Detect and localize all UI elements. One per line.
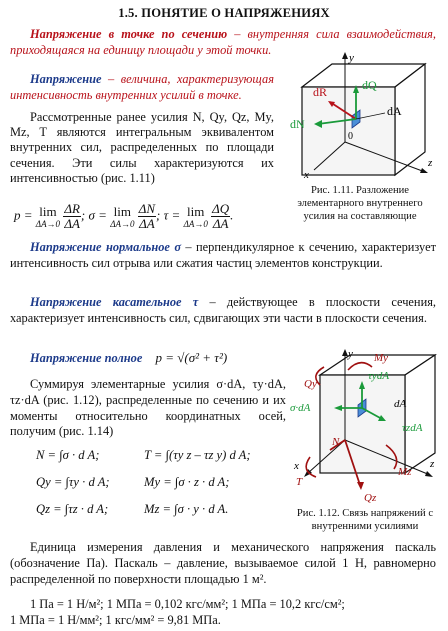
definition-stress — [10, 72, 274, 104]
label-x: x — [304, 169, 309, 181]
definition-text: – величина, характеризующая интенсивность внутренних усилий в точке. — [10, 72, 274, 102]
figure-1-11-caption: Рис. 1.11. Разложение элементарного внутреннего усилия на составляющие — [297, 185, 423, 222]
label-y: y — [349, 52, 354, 64]
equation-My: My = ∫σ · z · d A; — [144, 475, 230, 489]
formula-intensity: p = lim ΔA→0 $\frac{\Delta R}{\Delta A}$ ; σ = lim ΔA→0 $\frac{\Delta N}{\Delta A}$ ; τ = lim ΔA→0 $\frac{\Delta Q}{\Delta A}$ . — [14, 201, 234, 231]
label-sdA: σ·dA — [290, 402, 311, 414]
integral-equations — [36, 442, 251, 523]
label-T: T — [296, 476, 303, 488]
definition-term: Напряжение касательное τ — [30, 295, 199, 309]
label-z: z — [430, 458, 435, 470]
equation-Qy: Qy = ∫τy · d A; — [36, 475, 110, 489]
formula-full-stress: p = √(σ² + τ²) — [155, 350, 228, 365]
label-tydA: τydA — [368, 370, 390, 382]
units-line-2: 1 МПа = 1 Н/мм²; 1 кгс/мм² = 9,81 МПа. — [10, 613, 221, 627]
definition-text: – внутренняя сила взаимодействия, приходящаяся на единицу площади у этой точки. — [10, 27, 437, 57]
label-Mz: Mz — [398, 466, 412, 478]
definition-term: Напряжение полное — [30, 351, 143, 365]
paragraph-pascal: Единица измерения давления и механического напряжения паскаль (обозначение Па). Паскаль – давление, вызываемое силой 1 Н, равномерно распределенной по поверхности площадью 1 м². — [10, 540, 436, 586]
label-x: x — [294, 460, 299, 472]
label-dR: dR — [313, 85, 328, 99]
definition-term: Напряжение в точке по сечению — [30, 27, 228, 41]
paragraph-forces: Рассмотренные ранее усилия N, Qy, Qz, My, Mz, T являются интегральным эквивалентом внутренних сил, распределенных по площади сечения. Эти силы характеризуются их интенсивностью (рис. 1.11) — [10, 110, 274, 185]
figure-1-12-caption: Рис. 1.12. Связь напряжений с внутренними усилиями — [296, 508, 434, 532]
equation-Qz: Qz = ∫τz · d A; — [36, 502, 109, 516]
definition-term: Напряжение — [30, 72, 102, 86]
label-z: z — [428, 157, 433, 169]
equation-Mz: Mz = ∫σ · y · d A. — [144, 502, 229, 516]
definition-text: – действующее в плоскости сечения, характеризует интенсивность сил, сдвигающих эти части в плоскости сечения. — [10, 295, 436, 325]
label-My: My — [374, 352, 389, 364]
units-line-1: 1 Па = 1 Н/м²; 1 МПа = 0,102 кгс/мм²; 1 МПа = 10,2 кгс/см²; — [30, 597, 345, 611]
definition-full-stress — [30, 350, 290, 367]
label-y: y — [348, 348, 353, 360]
label-N: N — [332, 436, 340, 448]
definition-shear-stress — [10, 295, 436, 327]
equation-N: N = ∫σ · d A; — [36, 448, 100, 462]
label-tzdA: τzdA — [402, 422, 423, 434]
label-origin: 0 — [348, 131, 353, 142]
label-Qy: Qy — [304, 378, 317, 390]
label-dA: dA — [387, 104, 402, 118]
equation-T: T = ∫(τy z – τz y) d A; — [144, 448, 251, 462]
label-dQ: dQ — [362, 78, 377, 92]
figure-1-11-diagram — [280, 52, 440, 184]
definition-normal-stress — [10, 240, 436, 272]
paragraph-summation: Суммируя элементарные усилия σ·dA, τy·dA, τz·dA (рис. 1.12), распределенные по сечению и их моменты относительно координатных осей, получим (рис. 1.14) — [10, 377, 286, 439]
definition-term: Напряжение нормальное σ — [30, 240, 181, 254]
definition-text: – перпендикулярное к сечению, характеризует интенсивность сил отрыва или сжатия частиц элементов конструкции. — [10, 240, 436, 270]
label-dN: dN — [290, 117, 305, 131]
label-dA: dA — [394, 398, 407, 410]
figure-1-12-diagram — [290, 345, 440, 505]
section-title: 1.5. ПОНЯТИЕ О НАПРЯЖЕНИЯХ — [118, 6, 330, 20]
label-Qz: Qz — [364, 492, 377, 504]
